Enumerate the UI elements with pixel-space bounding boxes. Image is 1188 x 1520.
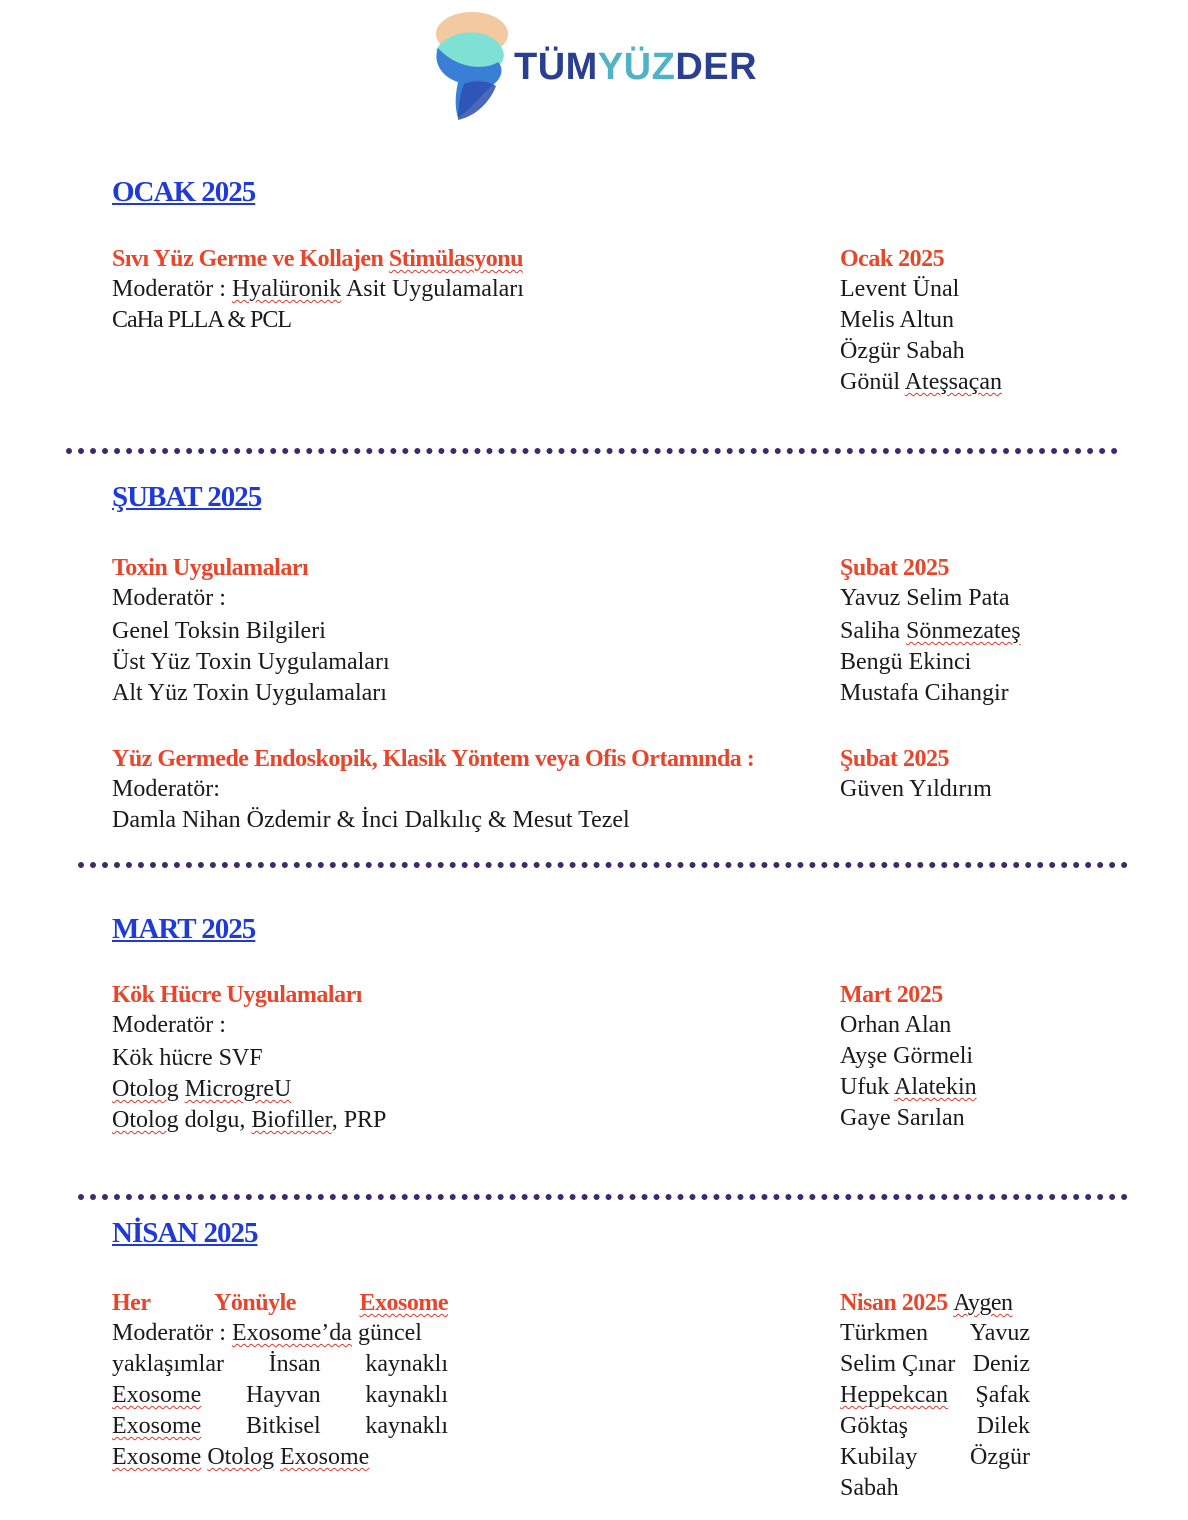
speaker-name: Orhan Alan: [840, 1012, 952, 1038]
topic-title: Sıvı Yüz Germe ve Kollajen Stimülasyonu: [112, 246, 523, 272]
speaker-line: [840, 1380, 1030, 1411]
speaker-line: [840, 1318, 1030, 1349]
program-word: Hayvan: [246, 1382, 321, 1408]
speaker-name: Gaye Sarılan: [840, 1105, 965, 1131]
nisan-program: [112, 1288, 448, 1473]
speaker-word: Heppekcan: [840, 1382, 948, 1408]
program-word: kaynaklı: [365, 1382, 448, 1408]
logo-text-middle: YÜZ: [597, 46, 676, 88]
topic-title: Kök Hücre Uygulamaları: [112, 982, 362, 1008]
speaker-word: Kubilay: [840, 1444, 918, 1470]
topic-title: Toxin Uygulamaları: [112, 555, 309, 581]
speaker-word: Göktaş: [840, 1413, 908, 1439]
moderator-line: Moderatör : Hyalüronik Asit Uygulamaları: [112, 276, 524, 302]
month-title-mart[interactable]: MART 2025: [112, 913, 256, 945]
date-label: Şubat 2025: [840, 746, 950, 772]
subat-speakers-1: [840, 553, 1021, 709]
speaker-name: Mustafa Cihangir: [840, 680, 1009, 706]
speaker-name: Saliha Sönmezateş: [840, 618, 1021, 644]
program-line: Genel Toksin Bilgileri: [112, 618, 326, 644]
program-word: Exosome: [112, 1382, 202, 1408]
program-line: Exosome Otolog Exosome: [112, 1444, 370, 1470]
speaker-word: Dilek: [976, 1413, 1030, 1439]
program-line: Üst Yüz Toxin Uygulamaları: [112, 649, 390, 675]
speaker-name: Yavuz Selim Pata: [840, 585, 1010, 611]
program-line: Otolog MicrogreU: [112, 1076, 292, 1102]
logo-text-prefix: TÜM: [514, 46, 598, 88]
program-word: yaklaşımlar: [112, 1351, 224, 1377]
program-word: kaynaklı: [365, 1413, 448, 1439]
speaker-name: Ayşe Görmeli: [840, 1043, 974, 1069]
moderator-line: Moderatör :: [112, 585, 226, 611]
date-label-line: [840, 1288, 1030, 1318]
subat-speakers-2: [840, 744, 992, 805]
month-title-nisan[interactable]: NİSAN 2025: [112, 1217, 258, 1249]
date-label: Ocak 2025: [840, 246, 945, 272]
month-title-subat[interactable]: ŞUBAT 2025: [112, 481, 262, 513]
date-label: Mart 2025: [840, 982, 943, 1008]
speaker-name: Melis Altun: [840, 307, 955, 333]
speaker-line: [840, 1442, 1030, 1473]
moderator-line: Moderatör :: [112, 1012, 226, 1038]
face-profile-icon: [428, 8, 518, 124]
ocak-speakers: [840, 244, 1002, 398]
program-word: Bitkisel: [246, 1413, 321, 1439]
section-divider: [66, 448, 1118, 454]
speaker-word: Türkmen: [840, 1320, 928, 1346]
speaker-name: Güven Yıldırım: [840, 776, 992, 802]
speaker-word: Yavuz: [969, 1320, 1030, 1346]
mart-speakers: [840, 980, 977, 1134]
logo-wordmark: [514, 46, 757, 89]
program-word: İnsan: [268, 1351, 321, 1377]
tumyuzder-logo: [428, 8, 768, 124]
topic-word: Exosome: [359, 1290, 448, 1316]
speaker-name: Ufuk Alatekin: [840, 1074, 977, 1100]
program-line: Alt Yüz Toxin Uygulamaları: [112, 680, 387, 706]
section-divider: [78, 862, 1128, 868]
speaker-line: Sabah: [840, 1475, 899, 1501]
speaker-word: Deniz: [972, 1351, 1030, 1377]
subat-program-1: [112, 553, 390, 709]
program-line: Kök hücre SVF: [112, 1045, 263, 1071]
moderator-line: Moderatör : Exosome’da güncel: [112, 1320, 422, 1346]
program-word: kaynaklı: [365, 1351, 448, 1377]
program-line: Damla Nihan Özdemir & İnci Dalkılıç & Mesut Tezel: [112, 807, 630, 833]
speaker-word: Şafak: [975, 1382, 1030, 1408]
subat-program-2: [112, 744, 754, 836]
speaker-line: [840, 1411, 1030, 1442]
nisan-speakers: [840, 1288, 1030, 1504]
program-line: Otolog dolgu, Biofiller, PRP: [112, 1107, 387, 1133]
date-label: Şubat 2025: [840, 555, 950, 581]
speaker-word: Selim Çınar: [840, 1351, 956, 1377]
program-word: Exosome: [112, 1413, 202, 1439]
speaker-name: Bengü Ekinci: [840, 649, 972, 675]
logo-text-suffix: DER: [675, 46, 758, 88]
topic-title: Yüz Germede Endoskopik, Klasik Yöntem veya Ofis Ortamında :: [112, 746, 755, 772]
program-line: [112, 1411, 448, 1442]
topic-word: Yönüyle: [214, 1290, 296, 1316]
speaker-name: Özgür Sabah: [840, 338, 965, 364]
speaker-name: Aygen: [953, 1290, 1013, 1316]
program-line: [112, 1349, 448, 1380]
program-line: CaHa PLLA & PCL: [112, 307, 292, 333]
speaker-name: Levent Ünal: [840, 276, 960, 302]
section-divider: [78, 1194, 1128, 1200]
mart-program: [112, 980, 386, 1136]
topic-word: Her: [112, 1290, 151, 1316]
moderator-line: Moderatör:: [112, 776, 220, 802]
date-label: Nisan 2025: [840, 1290, 948, 1316]
speaker-line: [840, 1349, 1030, 1380]
topic-title: [112, 1288, 448, 1318]
ocak-program: [112, 244, 524, 336]
program-line: [112, 1380, 448, 1411]
month-title-ocak[interactable]: OCAK 2025: [112, 176, 256, 208]
speaker-name: Gönül Ateşsaçan: [840, 369, 1002, 395]
speaker-word: Özgür: [970, 1444, 1030, 1470]
